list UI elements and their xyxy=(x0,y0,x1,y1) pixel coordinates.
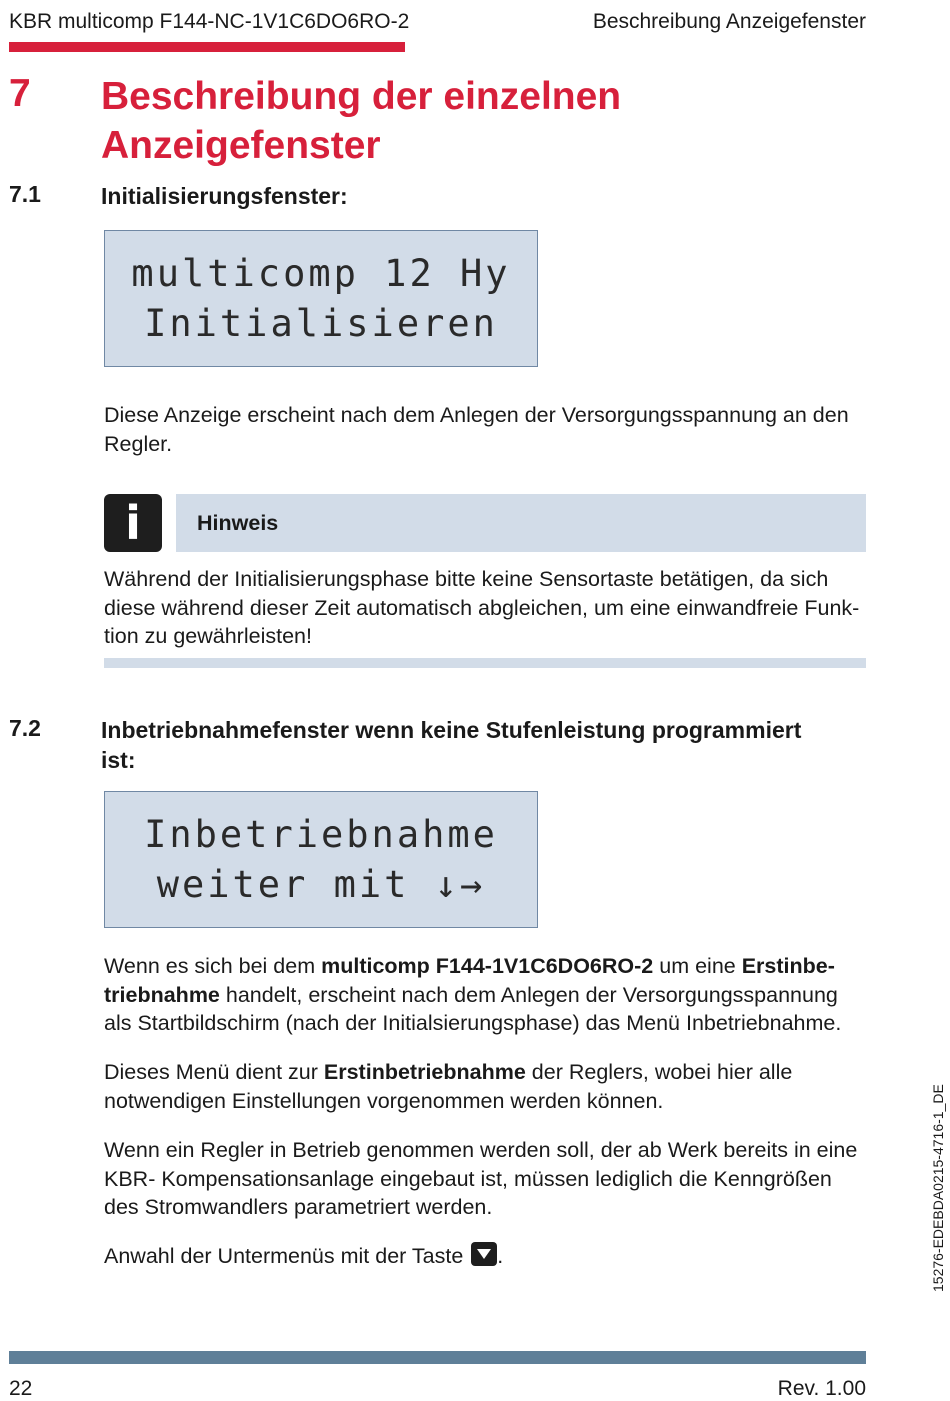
revision-label: Rev. 1.00 xyxy=(777,1377,866,1400)
p2-bold-b: Erstinbetriebnahme xyxy=(323,1060,526,1084)
lcd-display-commissioning xyxy=(104,791,538,928)
p3-line3: des Stromwandlers parametriert werden. xyxy=(104,1195,493,1219)
section-7-2-paragraph-4 xyxy=(104,1242,866,1271)
p2-line2: notwendigen Einstellungen vorgenommen werden können. xyxy=(104,1088,664,1113)
header-section-name: Beschreibung Anzeigefenster xyxy=(592,10,866,33)
p2-line1 xyxy=(104,1058,866,1087)
p3-line2: KBR- Kompensationsanlage eingebaut ist, müssen lediglich die Kenngrößen xyxy=(104,1166,832,1191)
lcd-display-initialization xyxy=(104,230,538,367)
p4-text: Anwahl der Untermenüs mit der Taste xyxy=(104,1244,470,1268)
chapter-number: 7 xyxy=(9,72,31,115)
p1-text-a: Wenn es sich bei dem xyxy=(104,954,322,978)
hint-line2: diese während dieser Zeit automatisch abgleichen, um eine einwandfreie Funk- xyxy=(104,595,860,620)
lcd-line-1: multicomp 12 Hy xyxy=(131,251,511,295)
hint-text xyxy=(104,565,866,651)
header-product-name: KBR multicomp F144-NC-1V1C6DO6RO-2 xyxy=(9,10,410,33)
p1-bold-e: triebnahme xyxy=(104,982,220,1007)
chapter-title-line1: Beschreibung der einzelnen xyxy=(101,75,622,118)
chapter-title xyxy=(101,72,721,170)
p4-end: . xyxy=(497,1244,504,1268)
footer-rule xyxy=(9,1351,866,1364)
p1-bold-product: multicomp F144-1V1C6DO6RO-2 xyxy=(321,954,654,978)
hint-title: Hinweis xyxy=(197,510,279,535)
p2-text-a: Dieses Menü dient zur xyxy=(104,1060,324,1084)
p1-line2 xyxy=(104,981,866,1010)
down-arrow-key-icon xyxy=(471,1242,497,1266)
section-7-2-title-line2: ist: xyxy=(101,747,136,773)
section-7-2-title-line1: Inbetriebnahmefenster wenn keine Stufenleistung programmiert xyxy=(101,717,802,743)
p1-text-c: um eine xyxy=(653,954,742,978)
section-7-2-paragraph-3 xyxy=(104,1136,866,1222)
section-7-2-paragraph-2 xyxy=(104,1058,866,1115)
chapter-title-line2: Anzeigefenster xyxy=(101,124,381,167)
page-number: 22 xyxy=(9,1377,33,1400)
description-line1: Diese Anzeige erscheint nach dem Anlegen der Versorgungsspannung an den xyxy=(104,403,849,427)
section-7-1-description xyxy=(104,401,866,458)
lcd-line-2: weiter mit ↓→ xyxy=(156,862,486,906)
description-line2: Regler. xyxy=(104,431,173,456)
section-7-1-number: 7.1 xyxy=(9,181,41,207)
section-7-2-paragraph-1 xyxy=(104,952,866,1038)
info-icon: i xyxy=(104,494,162,552)
document-code: 15276-EDEBDA0215-4716-1_DE xyxy=(930,1084,946,1292)
lcd-line-2: Initialisieren xyxy=(144,301,498,345)
header-red-rule xyxy=(9,42,405,52)
hint-bottom-rule xyxy=(104,658,866,668)
p1-bold-d: Erstinbe- xyxy=(741,954,835,978)
p2-text-c: der Reglers, wobei hier alle xyxy=(525,1060,793,1084)
lcd-line-1: Inbetriebnahme xyxy=(144,812,498,856)
p3-line1: Wenn ein Regler in Betrieb genommen werden soll, der ab Werk bereits in eine xyxy=(104,1138,858,1162)
p1-line3: als Startbildschirm (nach der Initialsierungsphase) das Menü Inbetriebnahme. xyxy=(104,1011,842,1035)
hint-title-bar xyxy=(176,494,866,552)
hint-line1: Während der Initialisierungsphase bitte keine Sensortaste betätigen, da sich xyxy=(104,567,829,591)
p1-line1 xyxy=(104,952,866,981)
hint-line3: tion zu gewährleisten! xyxy=(104,624,312,648)
section-7-2-title xyxy=(101,715,861,775)
p1-text-f: handelt, erscheint nach dem Anlegen der Versorgungsspannung xyxy=(219,982,838,1007)
section-7-2-number: 7.2 xyxy=(9,715,41,741)
section-7-1-title: Initialisierungsfenster: xyxy=(101,183,348,209)
